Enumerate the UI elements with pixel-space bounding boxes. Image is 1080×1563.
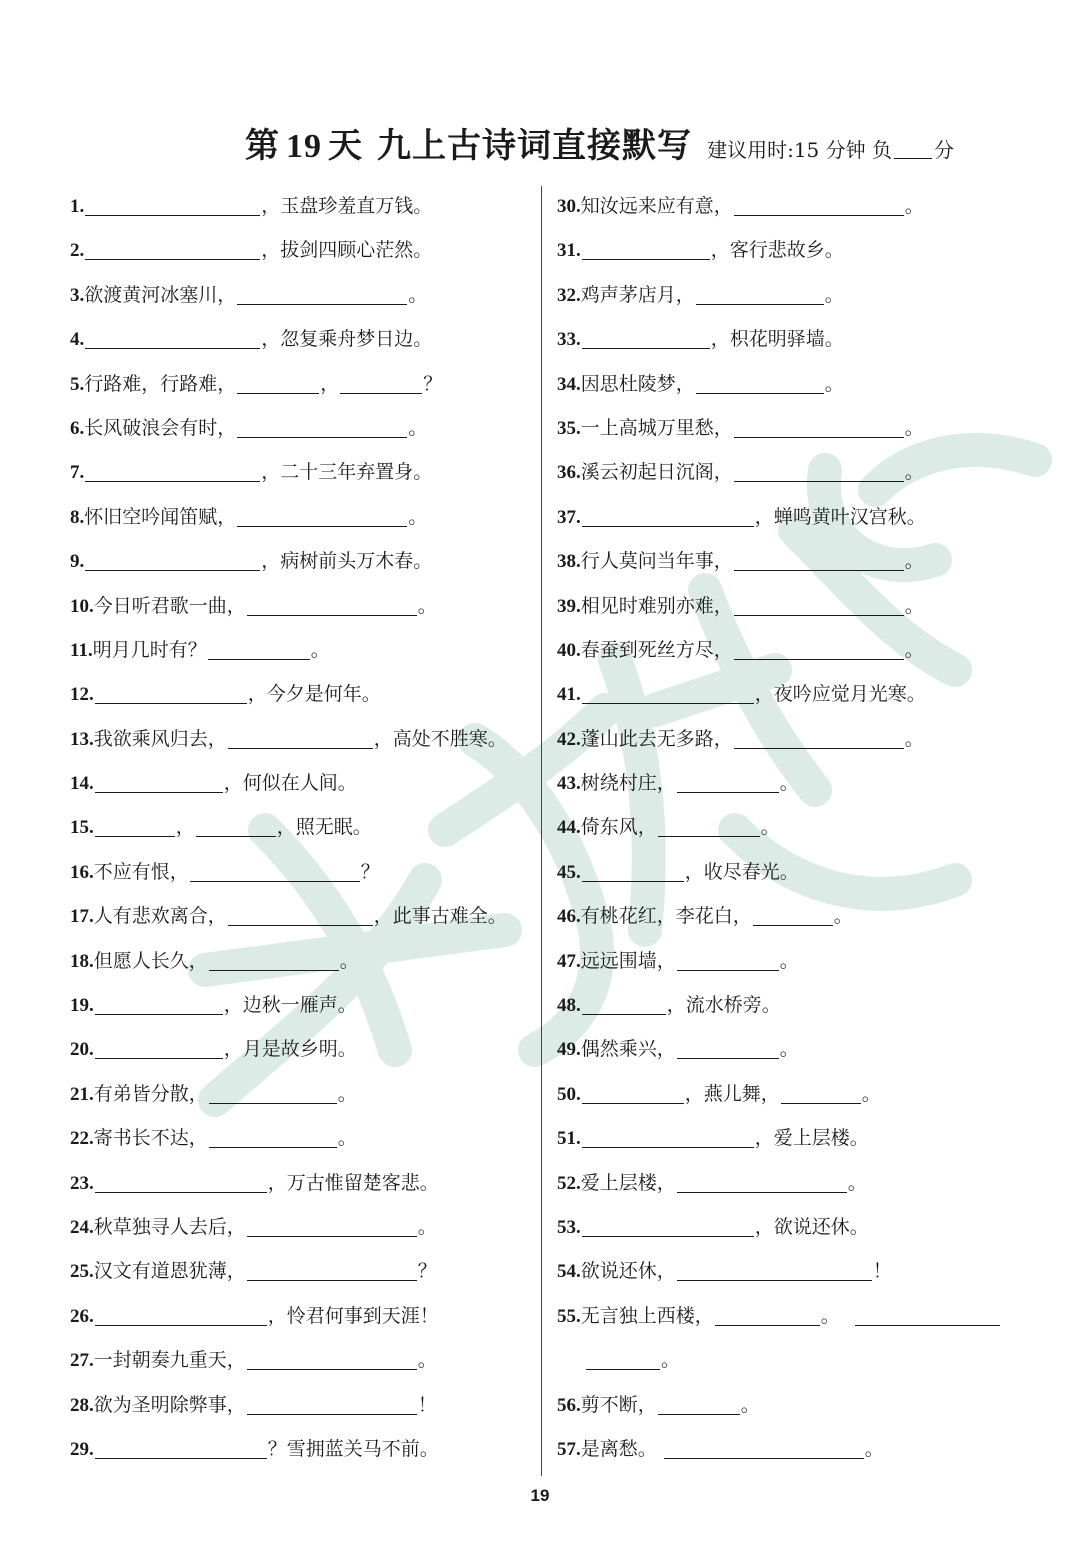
question-item: [70, 1340, 530, 1384]
question-text: 无言独上西楼，: [580, 1304, 714, 1327]
question-item: [557, 941, 1057, 985]
question-number: 12.: [70, 684, 94, 706]
question-number: 25.: [70, 1261, 94, 1283]
question-item: [70, 763, 530, 807]
question-number: 10.: [70, 595, 94, 617]
question-text: 。: [337, 1082, 357, 1105]
question-number: 39.: [557, 595, 581, 617]
question-number: 3.: [70, 284, 85, 306]
question-item: [70, 541, 530, 585]
question-number: 51.: [557, 1128, 581, 1150]
question-item: [70, 719, 530, 763]
question-text: 。: [824, 283, 844, 306]
question-text: 树绕村庄，: [580, 772, 676, 795]
question-item: [557, 452, 1057, 496]
question-text: ，玉盘珍羞直万钱。: [261, 195, 433, 217]
answer-blank[interactable]: [95, 770, 223, 793]
question-item: [557, 1385, 1057, 1429]
question-item: [70, 1251, 530, 1295]
page-number: 19: [530, 1486, 550, 1505]
question-number: 2.: [70, 240, 85, 262]
question-text: 汉文有道恩犹薄，: [93, 1260, 246, 1283]
page-title: 第 19 天 九上古诗词直接默写: [245, 126, 692, 166]
question-number: 22.: [70, 1128, 94, 1150]
question-item: [70, 630, 530, 674]
answer-blank[interactable]: [237, 504, 407, 527]
question-number: 21.: [70, 1083, 94, 1105]
answer-blank[interactable]: [247, 593, 417, 616]
question-item: [70, 1029, 530, 1073]
answer-blank[interactable]: [85, 459, 260, 482]
answer-blank[interactable]: [582, 504, 754, 527]
question-item: [557, 1340, 1057, 1384]
page-header: [245, 118, 1005, 168]
question-number: 40.: [557, 639, 581, 661]
question-item: [557, 896, 1057, 940]
question-text: ，枳花明驿墙。: [710, 328, 844, 351]
question-text: ，何似在人间。: [223, 772, 357, 795]
question-text: 但愿人长久，: [93, 949, 208, 972]
question-text: ，此事古难全。: [373, 905, 507, 928]
question-number: 19.: [70, 995, 94, 1017]
question-number: 47.: [557, 950, 581, 972]
answer-blank[interactable]: [85, 193, 260, 216]
question-text: ？: [423, 372, 443, 395]
question-item: [70, 1429, 530, 1473]
question-text: 明月几时有？: [92, 638, 207, 661]
question-item: [70, 497, 530, 541]
question-number: 43.: [557, 773, 581, 795]
question-item: [70, 586, 530, 630]
question-text: 。: [339, 949, 359, 972]
question-text: 因思杜陵梦，: [580, 372, 695, 395]
question-text: 。: [904, 461, 924, 484]
question-item: [70, 1207, 530, 1251]
question-text: 有弟皆分散，: [93, 1082, 208, 1105]
question-text: ，爱上层楼。: [754, 1127, 869, 1150]
question-text: 。: [408, 283, 428, 306]
question-text: 人有悲欢离合，: [93, 905, 227, 928]
answer-blank[interactable]: [696, 282, 824, 305]
answer-blank[interactable]: [190, 859, 360, 882]
question-item: [557, 408, 1057, 452]
answer-blank[interactable]: [658, 1392, 740, 1415]
question-number: 44.: [557, 817, 581, 839]
question-text: ？雪拥蓝关马不前。: [267, 1437, 439, 1460]
answer-blank[interactable]: [677, 1258, 872, 1281]
question-text: ，客行悲故乡。: [710, 239, 844, 262]
answer-blank[interactable]: [582, 1214, 754, 1237]
score-blank[interactable]: [894, 140, 932, 159]
answer-blank[interactable]: [658, 814, 760, 837]
question-number: 38.: [557, 551, 581, 573]
question-text: 。: [779, 772, 799, 795]
question-item: [557, 1207, 1057, 1251]
question-text: 。: [904, 638, 924, 661]
question-item: [70, 408, 530, 452]
question-text: 不应有恨，: [93, 860, 189, 883]
question-item: [70, 807, 530, 851]
question-text: 剪不断，: [580, 1393, 657, 1416]
answer-blank[interactable]: [237, 371, 319, 394]
question-item: [557, 1251, 1057, 1295]
question-item: [70, 230, 530, 274]
question-number: 16.: [70, 861, 94, 883]
question-item: [70, 1118, 530, 1162]
question-text: ，病树前头万木春。: [261, 550, 433, 573]
answer-blank[interactable]: [85, 326, 260, 349]
question-number: 1.: [70, 196, 85, 217]
answer-blank[interactable]: [95, 1436, 267, 1459]
question-text: 长风破浪会有时，: [84, 416, 237, 439]
question-item: [70, 275, 530, 319]
answer-blank[interactable]: [586, 1347, 660, 1370]
column-divider: [541, 186, 542, 1476]
answer-blank[interactable]: [781, 1081, 861, 1104]
question-item: [70, 364, 530, 408]
answer-blank[interactable]: [677, 1036, 779, 1059]
question-number: 53.: [557, 1216, 581, 1238]
question-item: [557, 497, 1057, 541]
question-text: 。: [779, 949, 799, 972]
question-number: 18.: [70, 950, 94, 972]
answer-blank[interactable]: [85, 548, 260, 571]
question-item: [70, 1163, 530, 1207]
question-text: 秋草独寻人去后，: [93, 1215, 246, 1238]
question-text: ，照无眠。: [276, 816, 372, 839]
question-text: ，欲说还休。: [754, 1215, 869, 1238]
question-text: 。: [417, 594, 437, 617]
answer-blank[interactable]: [237, 282, 407, 305]
questions-left-column: [70, 186, 530, 1473]
answer-blank[interactable]: [237, 415, 407, 438]
question-item: [557, 1296, 1057, 1340]
question-text: 。: [864, 1437, 884, 1460]
question-text: 有桃花红，李花白，: [580, 905, 752, 928]
question-item: [557, 807, 1057, 851]
question-text: 。: [779, 1038, 799, 1061]
answer-blank[interactable]: [196, 814, 276, 837]
answer-blank[interactable]: [247, 1392, 417, 1415]
question-number: 56.: [557, 1394, 581, 1416]
answer-blank[interactable]: [734, 459, 904, 482]
answer-blank[interactable]: [228, 726, 373, 749]
question-number: 48.: [557, 995, 581, 1017]
question-text: 偶然乘兴，: [580, 1038, 676, 1061]
question-item: [557, 1429, 1057, 1473]
question-item: [557, 364, 1057, 408]
question-text: ，燕儿舞，: [684, 1082, 780, 1105]
question-text: 。: [904, 550, 924, 573]
question-text: ，万古惟留楚客悲。: [267, 1171, 439, 1194]
questions-right-column: [557, 186, 1057, 1473]
question-text: 我欲乘风归去，: [93, 727, 227, 750]
question-text: 春蚕到死丝方尽，: [580, 638, 733, 661]
question-item: [557, 275, 1057, 319]
answer-blank[interactable]: [582, 681, 754, 704]
question-item: [557, 1074, 1057, 1118]
question-text: ，月是故乡明。: [223, 1038, 357, 1061]
question-text: 。: [337, 1127, 357, 1150]
question-item: [557, 674, 1057, 718]
question-text: ，今夕是何年。: [247, 683, 381, 706]
question-text: 。: [847, 1171, 867, 1194]
question-number: 35.: [557, 417, 581, 439]
answer-blank[interactable]: [664, 1436, 864, 1459]
question-number: 27.: [70, 1350, 94, 1372]
question-item: [557, 852, 1057, 896]
question-number: 15.: [70, 817, 94, 839]
question-number: 14.: [70, 773, 94, 795]
question-text: 。: [904, 594, 924, 617]
question-text: ！: [872, 1260, 892, 1283]
question-text: 知汝远来应有意，: [580, 195, 733, 217]
question-number: 4.: [70, 329, 85, 351]
question-text: 。: [408, 416, 428, 439]
question-number: 7.: [70, 462, 85, 484]
question-number: 46.: [557, 906, 581, 928]
question-item: [557, 630, 1057, 674]
question-text: 一上高城万里愁，: [580, 416, 733, 439]
question-item: [70, 452, 530, 496]
question-item: [557, 319, 1057, 363]
question-number: 17.: [70, 906, 94, 928]
question-item: [557, 1118, 1057, 1162]
answer-blank[interactable]: [582, 992, 666, 1015]
question-number: 49.: [557, 1039, 581, 1061]
question-item: [70, 852, 530, 896]
time-suggestion: 建议用时:15 分钟 负 分: [707, 138, 954, 162]
question-text: ，蝉鸣黄叶汉宫秋。: [754, 505, 926, 528]
question-text: 。: [904, 195, 924, 217]
question-item: [70, 1296, 530, 1340]
question-number: 9.: [70, 551, 85, 573]
question-text: ，拔剑四顾心茫然。: [261, 239, 433, 262]
question-item: [70, 674, 530, 718]
question-text: 。: [904, 727, 924, 750]
answer-blank[interactable]: [734, 593, 904, 616]
question-text: 欲为圣明除弊事，: [93, 1393, 246, 1416]
answer-blank[interactable]: [753, 903, 833, 926]
answer-blank[interactable]: [855, 1303, 1000, 1326]
question-text: ，: [175, 816, 195, 839]
question-number: 5.: [70, 373, 85, 395]
answer-blank[interactable]: [208, 637, 310, 660]
answer-blank[interactable]: [340, 371, 422, 394]
question-number: 32.: [557, 284, 581, 306]
question-text: ，忽复乘舟梦日边。: [261, 328, 433, 351]
question-text: 。: [760, 816, 780, 839]
question-text: 行人莫问当年事，: [580, 550, 733, 573]
question-number: 23.: [70, 1172, 94, 1194]
question-number: 36.: [557, 462, 581, 484]
question-text: 。: [417, 1215, 437, 1238]
question-text: ，边秋一雁声。: [223, 994, 357, 1017]
answer-blank[interactable]: [209, 1081, 337, 1104]
question-text: 蓬山此去无多路，: [580, 727, 733, 750]
question-text: 相见时难别亦难，: [580, 594, 733, 617]
answer-blank[interactable]: [734, 193, 904, 216]
question-text: 。: [310, 638, 330, 661]
answer-blank[interactable]: [95, 1303, 267, 1326]
question-text: 行路难，行路难，: [84, 372, 237, 395]
question-text: ，收尽春光。: [684, 860, 799, 883]
question-number: 31.: [557, 240, 581, 262]
question-item: [70, 896, 530, 940]
question-text: 。: [661, 1349, 681, 1372]
question-number: 50.: [557, 1083, 581, 1105]
question-number: 42.: [557, 728, 581, 750]
question-text: ，二十三年弃置身。: [261, 461, 433, 484]
question-number: 24.: [70, 1216, 94, 1238]
question-text: 爱上层楼，: [580, 1171, 676, 1194]
answer-blank[interactable]: [85, 237, 260, 260]
question-number: 11.: [70, 639, 93, 661]
question-number: 57.: [557, 1438, 581, 1460]
question-text: 溪云初起日沉阁，: [580, 461, 733, 484]
question-text: 欲渡黄河冰塞川，: [84, 283, 237, 306]
question-item: [557, 541, 1057, 585]
answer-blank[interactable]: [715, 1303, 820, 1326]
question-item: [70, 1074, 530, 1118]
question-text: 一封朝奏九重天，: [93, 1349, 246, 1372]
question-number: 45.: [557, 861, 581, 883]
question-text: ，流水桥旁。: [666, 994, 781, 1017]
question-text: 是离愁。: [580, 1437, 657, 1460]
question-item: [557, 586, 1057, 630]
question-text: 怀旧空吟闻笛赋，: [84, 505, 237, 528]
question-number: 6.: [70, 417, 85, 439]
answer-blank[interactable]: [95, 681, 247, 704]
answer-blank[interactable]: [734, 415, 904, 438]
answer-blank[interactable]: [95, 1036, 223, 1059]
question-item: [557, 230, 1057, 274]
question-text: ，高处不胜寒。: [373, 727, 507, 750]
question-number: 34.: [557, 373, 581, 395]
question-text: ，: [320, 372, 340, 395]
question-item: [557, 763, 1057, 807]
answer-blank[interactable]: [582, 1125, 754, 1148]
question-text: 。: [417, 1349, 437, 1372]
question-number: 26.: [70, 1305, 94, 1327]
question-text: ，夜吟应觉月光寒。: [754, 683, 926, 706]
question-number: 20.: [70, 1039, 94, 1061]
answer-blank[interactable]: [696, 371, 824, 394]
question-item: [70, 1385, 530, 1429]
answer-blank[interactable]: [582, 859, 684, 882]
answer-blank[interactable]: [677, 770, 779, 793]
answer-blank[interactable]: [677, 1170, 847, 1193]
question-text: ，怜君何事到天涯！: [267, 1304, 439, 1327]
question-text: ？: [417, 1260, 437, 1283]
question-text: 。: [904, 416, 924, 439]
question-number: 41.: [557, 684, 581, 706]
question-number: 55.: [557, 1305, 581, 1327]
answer-blank[interactable]: [228, 903, 373, 926]
question-text: 。: [861, 1082, 881, 1105]
answer-blank[interactable]: [95, 1170, 267, 1193]
answer-blank[interactable]: [209, 948, 339, 971]
question-item: [557, 985, 1057, 1029]
answer-blank[interactable]: [734, 726, 904, 749]
answer-blank[interactable]: [582, 1081, 684, 1104]
answer-blank[interactable]: [677, 948, 779, 971]
question-text: 欲说还休，: [580, 1260, 676, 1283]
question-item: [70, 186, 530, 230]
answer-blank[interactable]: [209, 1125, 337, 1148]
question-number: 52.: [557, 1172, 581, 1194]
question-text: ？: [360, 860, 380, 883]
question-text: 今日听君歌一曲，: [93, 594, 246, 617]
question-text: 。: [824, 372, 844, 395]
question-item: [557, 1163, 1057, 1207]
question-number: 13.: [70, 728, 94, 750]
question-text: 远远围墙，: [580, 949, 676, 972]
answer-blank[interactable]: [734, 637, 904, 660]
question-text: 鸡声茅店月，: [580, 283, 695, 306]
question-item: [557, 1029, 1057, 1073]
question-item: [70, 319, 530, 363]
answer-blank[interactable]: [734, 548, 904, 571]
question-item: [70, 985, 530, 1029]
question-number: 33.: [557, 329, 581, 351]
question-item: [557, 719, 1057, 763]
answer-blank[interactable]: [247, 1214, 417, 1237]
question-number: 54.: [557, 1261, 581, 1283]
question-text: 。: [833, 905, 853, 928]
answer-blank[interactable]: [582, 237, 710, 260]
question-number: 30.: [557, 196, 581, 217]
question-text: 倚东风，: [580, 816, 657, 839]
question-item: [557, 186, 1057, 230]
answer-blank[interactable]: [95, 992, 223, 1015]
day-number: 19: [286, 128, 322, 165]
question-number: 8.: [70, 506, 85, 528]
question-text: 。: [740, 1393, 760, 1416]
answer-blank[interactable]: [247, 1258, 417, 1281]
question-number: 28.: [70, 1394, 94, 1416]
question-text: 。: [820, 1304, 840, 1327]
question-item: [70, 941, 530, 985]
answer-blank[interactable]: [247, 1347, 417, 1370]
question-text: 寄书长不达，: [93, 1127, 208, 1150]
question-number: 37.: [557, 506, 581, 528]
answer-blank[interactable]: [582, 326, 710, 349]
question-text: 。: [408, 505, 428, 528]
answer-blank[interactable]: [95, 814, 175, 837]
question-number: 29.: [70, 1438, 94, 1460]
question-text: ！: [417, 1393, 437, 1416]
